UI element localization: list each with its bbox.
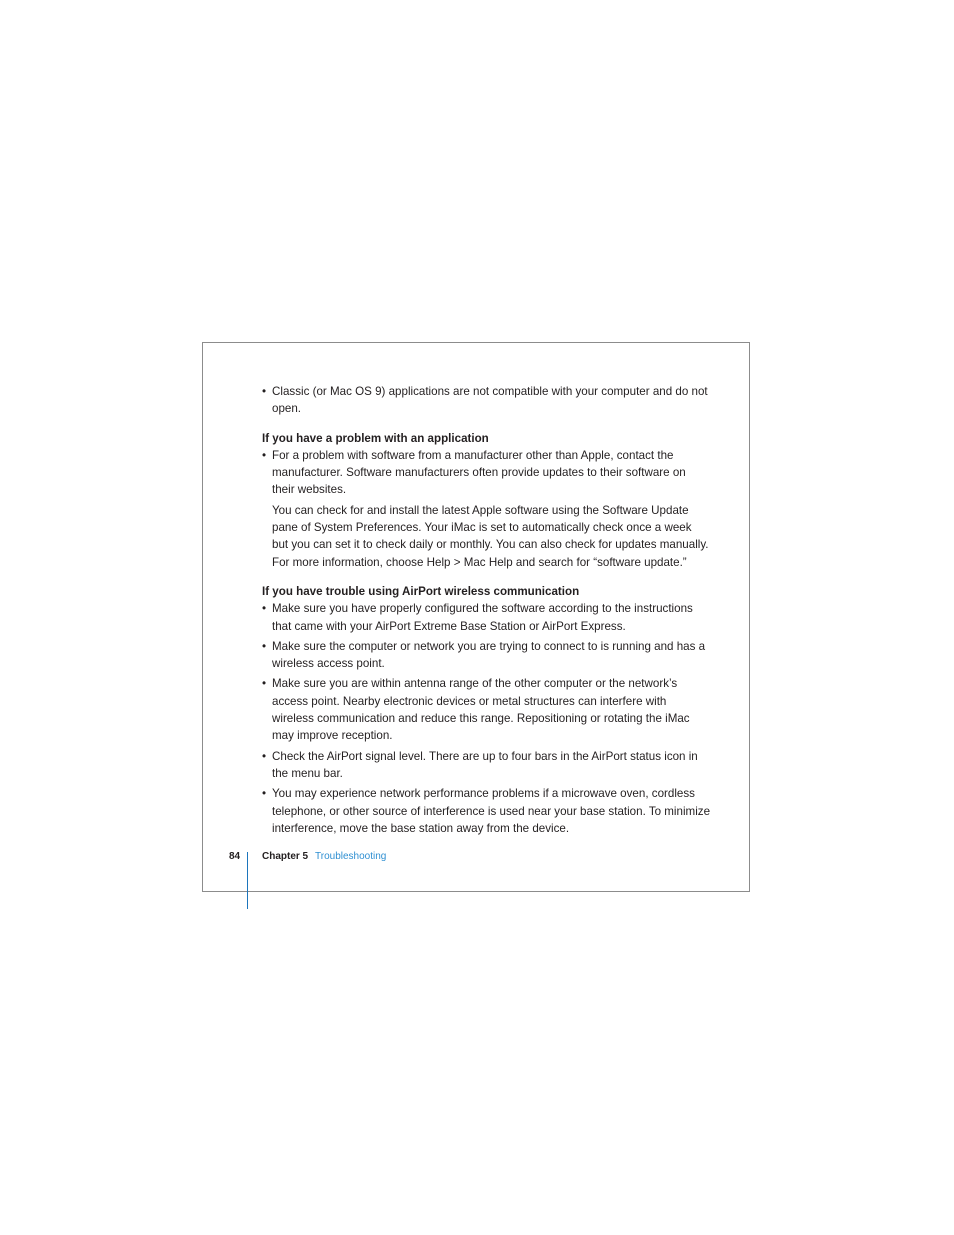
bullet-marker: • xyxy=(262,602,267,616)
chapter-title: Troubleshooting xyxy=(315,851,387,862)
list-item xyxy=(262,638,710,673)
page-number: 84 xyxy=(229,851,241,862)
list-item xyxy=(262,785,710,837)
page-footer xyxy=(202,849,602,869)
bullet-text: Make sure you are within antenna range of the other computer or the network’s access point. Nearby electronic devices or metal structures can interfere with wireless communication and reduce this range. Repositioning or rotating the iMac may improve reception. xyxy=(272,677,690,743)
list-item xyxy=(262,748,710,783)
list-item xyxy=(262,447,710,499)
bullet-text: Make sure you have properly configured the software according to the instructions that came with your AirPort Extreme Base Station or AirPort Express. xyxy=(272,602,693,633)
bullet-text: Make sure the computer or network you are trying to connect to is running and has a wireless access point. xyxy=(272,639,706,671)
bullet-marker: • xyxy=(262,677,267,691)
bullet-marker: • xyxy=(262,787,267,801)
bullet-text: For a problem with software from a manufacturer other than Apple, contact the manufacturer. Software manufacturers often provide updates to their software on their websites. xyxy=(272,448,686,497)
list-item xyxy=(262,600,710,635)
body-paragraph: You can check for and install the latest Apple software using the Software Update pane of System Preferences. Your iMac is set to automatically check once a week but you can set it to check daily or monthly. You can also check for updates manually. For more information, choose Help > Mac Help and search for “software update.” xyxy=(272,503,709,569)
bullet-text: Classic (or Mac OS 9) applications are not compatible with your computer and do not open. xyxy=(272,385,708,416)
bullet-marker: • xyxy=(262,385,267,398)
list-item xyxy=(262,675,710,744)
section-heading: If you have a problem with an application xyxy=(262,431,489,445)
bullet-marker: • xyxy=(262,448,267,462)
bullet-text: Check the AirPort signal level. There are up to four bars in the AirPort status icon in the menu bar. xyxy=(272,749,698,780)
list-item xyxy=(262,383,710,418)
bullet-marker: • xyxy=(262,639,267,653)
chapter-label: Chapter 5 xyxy=(262,851,309,862)
footer-divider xyxy=(247,852,248,909)
bullet-marker: • xyxy=(262,749,267,763)
bullet-text: You may experience network performance problems if a microwave oven, cordless telephone, or other source of interference is used near your base station. To minimize interference, move the base station away from the device. xyxy=(272,787,711,835)
section-heading: If you have trouble using AirPort wireless communication xyxy=(262,584,580,598)
page-content xyxy=(262,383,710,840)
